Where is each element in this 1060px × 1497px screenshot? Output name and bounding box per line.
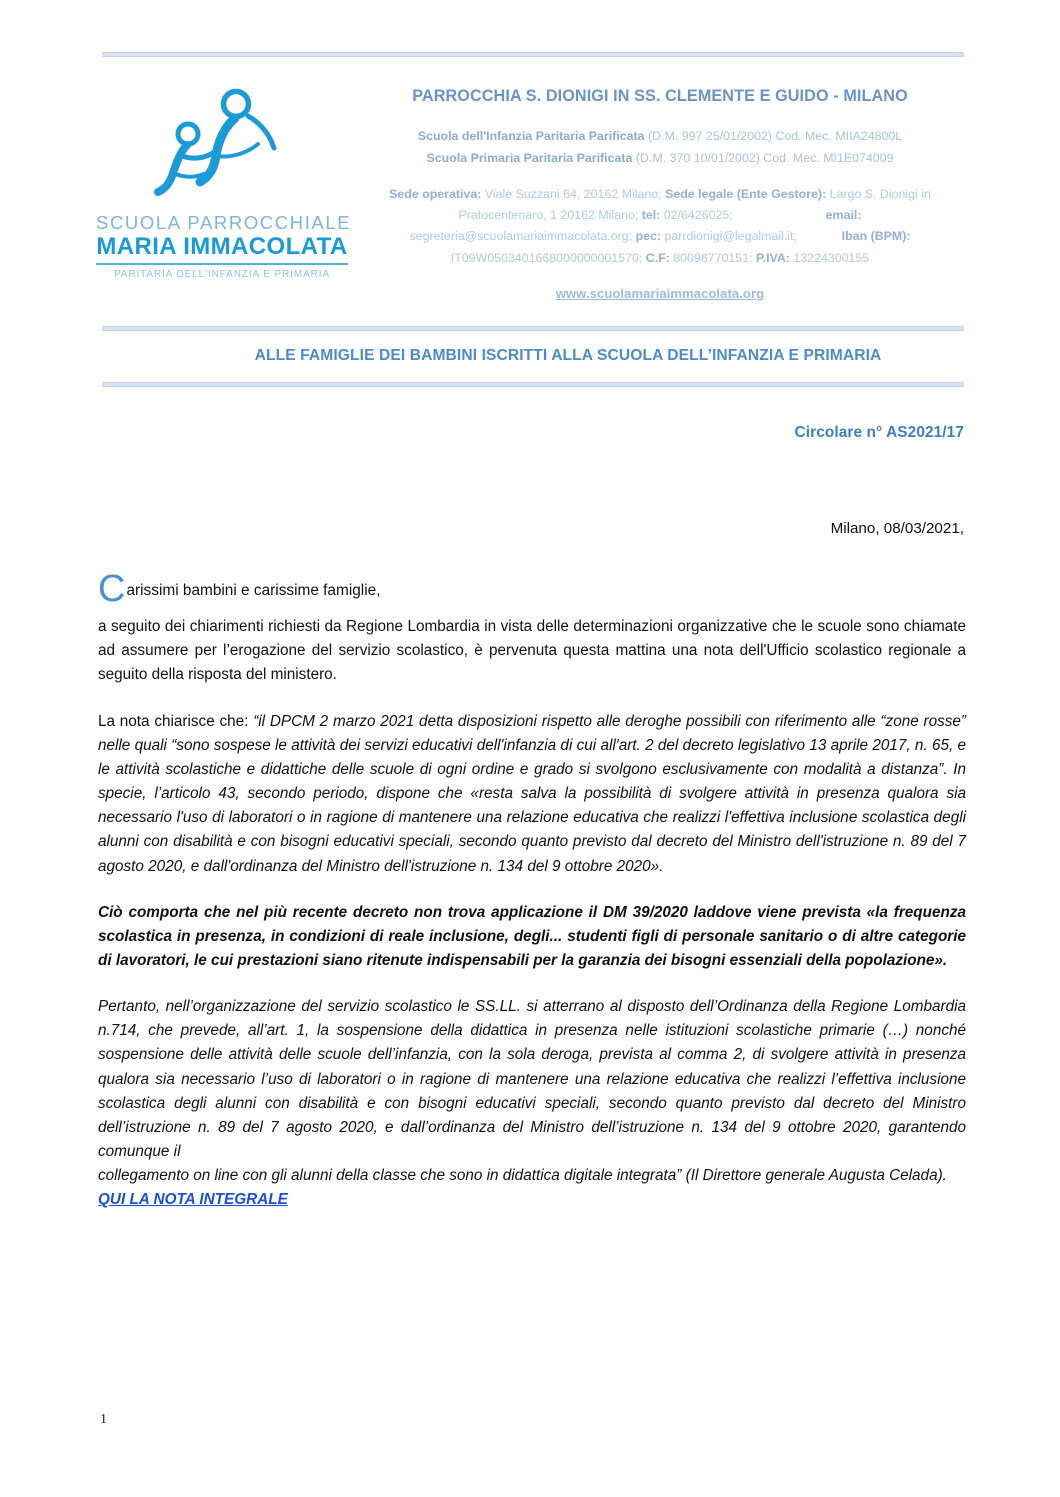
final-line-text: collegamento on line con gli alunni della classe che sono in didattica digitale integrata” (Il Direttore generale Augusta Celada). [98,1167,947,1185]
nota-lead-text: La nota chiarisce che: [98,712,254,730]
paragraph-intro: a seguito dei chiarimenti richiesti da Regione Lombardia in vista delle determinazioni organizzative che le scuole sono chiamate ad assumere per l’erogazione del servizio scolastico, è pervenuta questa mattina una nota dell'Ufficio scolastico regionale a seguito della risposta del ministero. [98,618,966,684]
organization-title: PARROCCHIA S. DIONIGI IN SS. CLEMENTE E GUIDO - MILANO [412,87,908,105]
tel-label: tel: [641,207,661,222]
salutation-text: arissimi bambini e carissime famiglie, [126,582,381,599]
running-figures-logo-icon [138,84,306,206]
sede-legale-value: Largo S. Dionigi in Pratocentenaro, 1 20162 Milano; [458,186,931,222]
school-logo [96,72,352,281]
website-link[interactable]: www.scuolamariaimmacolata.org [555,285,765,301]
school-infanzia-detail: (D.M. 997 25/01/2002) Cod. Mec. MIIA24800L [644,129,903,144]
top-divider-rule [102,52,964,57]
cf-label: C.F: [645,250,670,265]
iban-value: IT09W05034016680000000​01570; [450,250,646,265]
school-accreditation-lines [348,126,972,169]
letterhead-text-block [348,72,972,303]
sede-operativa-value: Viale Suzzani 64, 20162 Milano; [481,186,666,201]
nota-quote-text: “il DPCM 2 marzo 2021 detta disposizioni rispetto alle deroghe possibili con riferimento alle “zone rosse” nelle quali “sono sospese le attività dei servizi educativi dell'infanzia di cui all'art. 2 del decreto legislativo 13 aprile 2017, n. 65, e le attività scolastiche e didattiche delle scuole di ogni ordine e grado si svolgono esclusivamente con modalità a distanza”. In specie, l’articolo 43, secondo periodo, dispone che «resta salva la possibilità di svolgere attività in presenza qualora sia necessario l'uso di laboratori o in ragione di mantenere una relazione educativa che realizzi l'effettiva inclusione scolastica degli alunni con disabilità e con bisogni educativi speciali, secondo quanto previsto dal decreto del Ministro dell'istruzione n. 89 del 7 agosto 2020, e dall'ordinanza del Ministro dell'istruzione n. 134 del 9 ottobre 2020». [98,712,966,875]
addressee-heading: ALLE FAMIGLIE DEI BAMBINI ISCRITTI ALLA SCUOLA DELL’INFANZIA E PRIMARIA [254,347,882,364]
paragraph-nota [98,710,966,879]
logo-line-maria-immacolata: MARIA IMMACOLATA [96,233,347,265]
logo-line-paritaria: PARITARIA DELL'INFANZIA E PRIMARIA [113,268,331,280]
paragraph-pertanto: Pertanto, nell’organizzazione del servizio scolastico le SS.LL. si atterrano al disposto dell’Ordinanza della Regione Lombardia n.714, che prevede, all’art. 1, la sospensione della didattica in presenza nelle istituzioni scolastiche primarie (…) nonché sospensione delle attività delle scuole dell’infanzia, con la sola deroga, prevista al comma 2, di svolgere attività in presenza qualora sia necessario l’uso di laboratori o in ragione di mantenere una relazione educativa che realizzi l’effettiva inclusione scolastica degli alunni con disabilità e con bisogni educativi speciali, secondo quanto previsto dal decreto del Ministro dell’istruzione n. 89 del 7 agosto 2020, e dall’ordinanza del Ministro dell’istruzione n. 134 del 9 ottobre 2020, garantendo comunque il [98,998,966,1161]
piva-value: 13224300155 [789,250,870,265]
school-infanzia-label: Scuola dell'Infanzia Paritaria Parificata [417,129,645,144]
school-primaria-label: Scuola Primaria Paritaria Parificata [426,150,633,165]
letter-body [98,568,966,1235]
email-label: email: [825,207,862,222]
salutation-dropcap: C [98,568,126,610]
page-number: 1 [100,1412,107,1427]
logo-line-scuola-parrocchiale: SCUOLA PARROCCHIALE [96,212,352,233]
letterhead-header [96,72,972,303]
pec-label: pec: [635,229,662,244]
contact-details [348,184,972,269]
email-value: segreteria@scuolamariaimmacolata.org; [409,229,636,244]
school-primaria-detail: (D.M. 370 10/01/2002) Cod. Mec. MI1E074009 [632,150,894,165]
nota-integrale-link[interactable]: QUI LA NOTA INTEGRALE [98,1191,288,1209]
circular-number: Circolare n° AS2021/17 [794,424,964,441]
paragraph-final [98,1164,966,1212]
iban-label: Iban (BPM): [841,229,911,244]
sede-operativa-label: Sede operativa: [389,186,482,201]
city-and-date: Milano, 08/03/2021, [830,520,964,537]
school-line-primaria [348,148,972,170]
addressee-band [102,326,964,387]
paragraph-cio-comporta: Ciò comporta che nel più recente decreto non trova applicazione il DM 39/2020 laddove viene prevista «la frequenza scolastica in presenza, in condizioni di reale inclusione, degli... studenti figli di personale sanitario o di altre categorie di lavoratori, le cui prestazioni siano ritenute indispensabili per la garanzia dei bisogni essenziali della popolazione». [98,903,966,969]
cf-value: 80098770151; [669,250,756,265]
sede-legale-label: Sede legale (Ente Gestore): [665,186,827,201]
school-line-infanzia [348,126,972,148]
pec-value: parrdionigi@legalmail.it; [661,229,797,244]
salutation-line [98,568,966,610]
piva-label: P.IVA: [755,250,790,265]
tel-value: 02/6426025; [660,207,733,222]
addressee-divider-bottom [102,382,964,387]
